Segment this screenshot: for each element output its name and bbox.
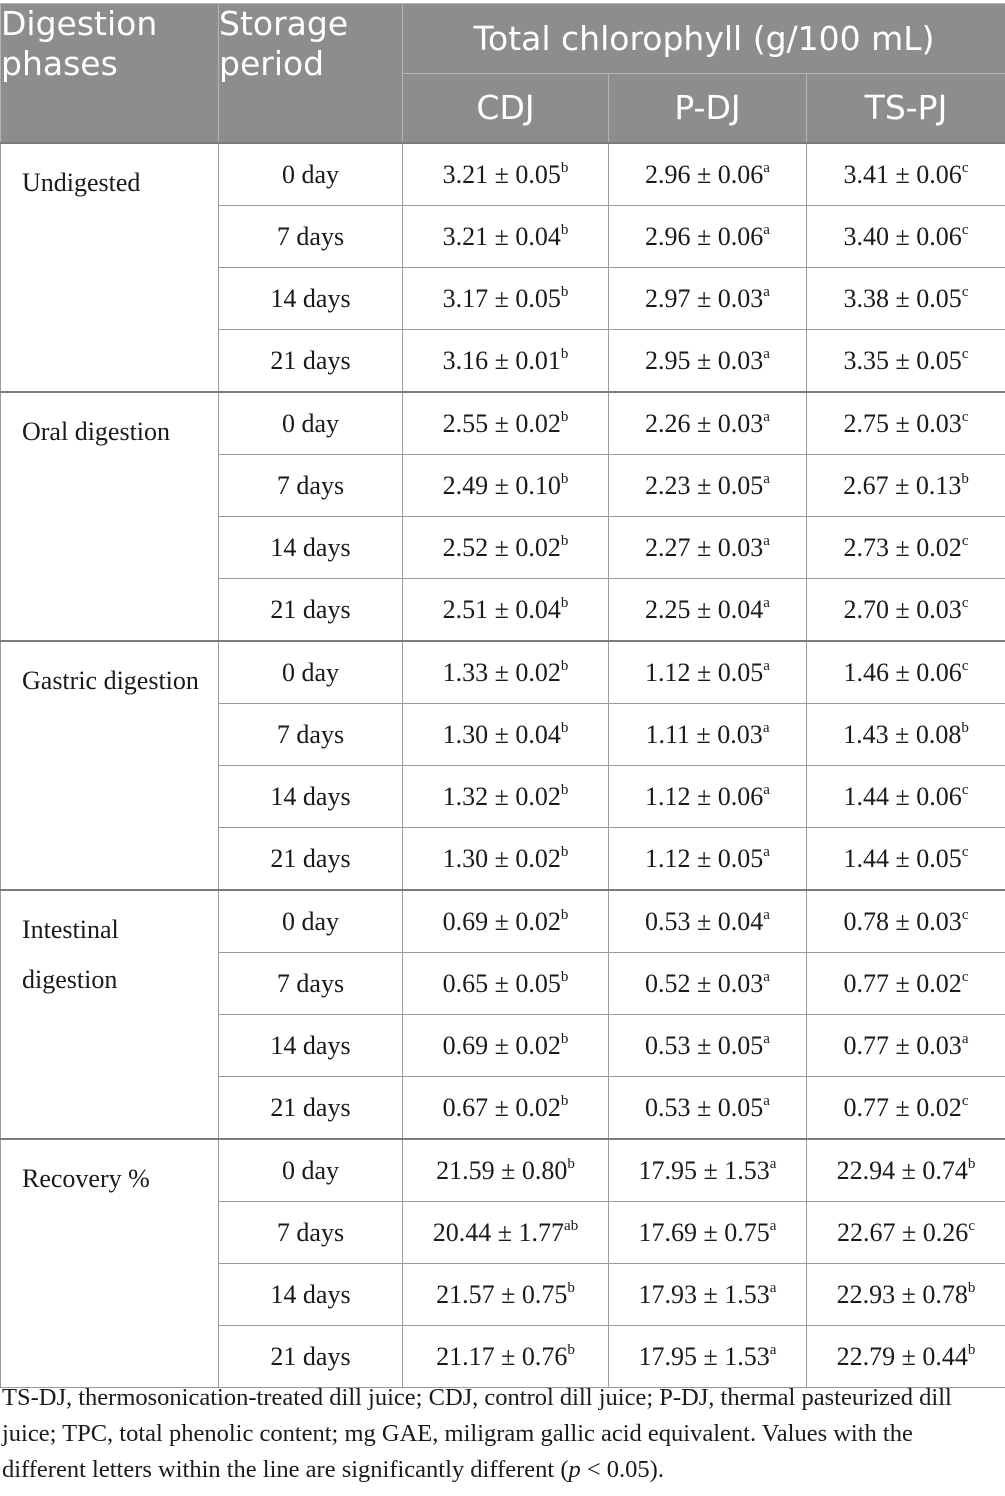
mean-sd-value: 22.79 ± 0.44	[836, 1341, 968, 1371]
pdj-value-cell	[609, 330, 807, 393]
tspj-value-cell	[807, 1326, 1005, 1388]
storage-period-cell: 7 days	[219, 704, 403, 766]
footnote-text: TS-DJ, thermosonication-treated dill juice; CDJ, control dill juice; P-DJ, thermal pasteurized dill juice; TPC, total phenolic content; mg GAE, miligram gallic acid equivalent. Values with the different letters within the line are significantly different (	[2, 1384, 952, 1483]
significance-letter: c	[961, 532, 969, 549]
mean-sd-value: 2.51 ± 0.04	[442, 594, 561, 624]
storage-period-cell: 14 days	[219, 766, 403, 828]
significance-letter: b	[567, 1279, 575, 1296]
significance-letter: a	[763, 470, 770, 487]
mean-sd-value: 2.52 ± 0.02	[442, 532, 561, 562]
tspj-value-cell	[807, 1202, 1005, 1264]
tspj-value-cell	[807, 206, 1005, 268]
significance-letter: c	[961, 345, 969, 362]
table-footnote	[2, 1380, 1002, 1488]
pdj-value-cell	[609, 455, 807, 517]
significance-letter: b	[560, 1030, 569, 1047]
mean-sd-value: 0.78 ± 0.03	[843, 906, 962, 936]
mean-sd-value: 2.73 ± 0.02	[843, 532, 962, 562]
tspj-value-cell	[807, 641, 1005, 704]
header-tspj: TS-PJ	[807, 74, 1005, 144]
storage-period-cell: 7 days	[219, 206, 403, 268]
significance-letter: a	[763, 283, 770, 300]
significance-letter: c	[961, 781, 969, 798]
cdj-value-cell	[403, 953, 609, 1015]
significance-letter: a	[769, 1279, 777, 1296]
significance-letter: b	[560, 843, 569, 860]
cdj-value-cell	[403, 517, 609, 579]
cdj-value-cell	[403, 1264, 609, 1326]
storage-period-cell: 14 days	[219, 517, 403, 579]
pdj-value-cell	[609, 1326, 807, 1388]
storage-period-cell: 7 days	[219, 455, 403, 517]
significance-letter: c	[968, 1217, 975, 1234]
mean-sd-value: 1.44 ± 0.06	[843, 781, 962, 811]
significance-letter: b	[967, 1155, 976, 1172]
mean-sd-value: 2.96 ± 0.06	[645, 221, 764, 251]
pdj-value-cell	[609, 579, 807, 642]
mean-sd-value: 1.12 ± 0.05	[645, 843, 764, 873]
mean-sd-value: 0.77 ± 0.02	[843, 1092, 962, 1122]
significance-letter: b	[961, 470, 969, 487]
storage-period-cell: 21 days	[219, 1077, 403, 1140]
mean-sd-value: 21.17 ± 0.76	[436, 1341, 568, 1371]
storage-period-cell: 14 days	[219, 268, 403, 330]
significance-letter: a	[763, 408, 770, 425]
mean-sd-value: 21.57 ± 0.75	[436, 1279, 568, 1309]
cdj-value-cell	[403, 1202, 609, 1264]
mean-sd-value: 22.67 ± 0.26	[837, 1217, 969, 1247]
tspj-value-cell	[807, 953, 1005, 1015]
mean-sd-value: 2.23 ± 0.05	[645, 470, 764, 500]
mean-sd-value: 3.16 ± 0.01	[442, 345, 561, 375]
storage-period-cell: 21 days	[219, 579, 403, 642]
footnote-p-symbol: p	[568, 1456, 581, 1483]
mean-sd-value: 17.93 ± 1.53	[638, 1279, 770, 1309]
tspj-value-cell	[807, 1077, 1005, 1140]
mean-sd-value: 0.53 ± 0.05	[645, 1030, 764, 1060]
table-row	[1, 143, 1005, 206]
mean-sd-value: 3.41 ± 0.06	[843, 159, 962, 189]
significance-letter: c	[961, 906, 969, 923]
mean-sd-value: 1.11 ± 0.03	[645, 719, 763, 749]
mean-sd-value: 1.33 ± 0.02	[442, 657, 561, 687]
significance-letter: c	[961, 221, 969, 238]
pdj-value-cell	[609, 143, 807, 206]
significance-letter: a	[762, 719, 770, 736]
tspj-value-cell	[807, 1264, 1005, 1326]
storage-period-cell: 7 days	[219, 1202, 403, 1264]
mean-sd-value: 2.55 ± 0.02	[442, 408, 561, 438]
mean-sd-value: 21.59 ± 0.80	[436, 1155, 568, 1185]
mean-sd-value: 1.12 ± 0.06	[645, 781, 764, 811]
pdj-value-cell	[609, 1015, 807, 1077]
significance-letter: a	[763, 532, 770, 549]
digestion-phase-cell: Oral digestion	[1, 392, 219, 641]
pdj-value-cell	[609, 704, 807, 766]
tspj-value-cell	[807, 766, 1005, 828]
significance-letter: b	[560, 221, 569, 238]
significance-letter: a	[763, 906, 770, 923]
cdj-value-cell	[403, 392, 609, 455]
pdj-value-cell	[609, 953, 807, 1015]
mean-sd-value: 2.95 ± 0.03	[645, 345, 764, 375]
mean-sd-value: 17.95 ± 1.53	[638, 1341, 770, 1371]
mean-sd-value: 0.67 ± 0.02	[442, 1092, 561, 1122]
digestion-phase-cell: Recovery %	[1, 1139, 219, 1388]
storage-period-cell: 21 days	[219, 1326, 403, 1388]
significance-letter: a	[769, 1217, 777, 1234]
significance-letter: c	[961, 159, 969, 176]
cdj-value-cell	[403, 641, 609, 704]
mean-sd-value: 2.75 ± 0.03	[843, 408, 962, 438]
storage-period-cell: 7 days	[219, 953, 403, 1015]
tspj-value-cell	[807, 828, 1005, 891]
significance-letter: b	[560, 968, 569, 985]
mean-sd-value: 0.77 ± 0.02	[843, 968, 962, 998]
cdj-value-cell	[403, 704, 609, 766]
table-row	[1, 392, 1005, 455]
significance-letter: b	[560, 594, 569, 611]
pdj-value-cell	[609, 641, 807, 704]
mean-sd-value: 1.43 ± 0.08	[843, 719, 962, 749]
cdj-value-cell	[403, 579, 609, 642]
storage-period-cell: 0 day	[219, 392, 403, 455]
significance-letter: a	[961, 1030, 969, 1047]
significance-letter: b	[560, 781, 569, 798]
mean-sd-value: 17.69 ± 0.75	[638, 1217, 770, 1247]
mean-sd-value: 22.93 ± 0.78	[836, 1279, 968, 1309]
digestion-phase-cell: Undigested	[1, 143, 219, 392]
significance-letter: c	[961, 408, 969, 425]
significance-letter: b	[967, 1279, 976, 1296]
significance-letter: a	[769, 1341, 777, 1358]
header-storage-period: Storage period	[219, 4, 403, 144]
pdj-value-cell	[609, 517, 807, 579]
significance-letter: a	[763, 968, 770, 985]
tspj-value-cell	[807, 579, 1005, 642]
mean-sd-value: 3.35 ± 0.05	[843, 345, 962, 375]
significance-letter: a	[763, 594, 770, 611]
significance-letter: b	[560, 532, 569, 549]
mean-sd-value: 0.69 ± 0.02	[442, 1030, 561, 1060]
header-total-chlorophyll: Total chlorophyll (g/100 mL)	[403, 4, 1005, 74]
significance-letter: a	[769, 1155, 777, 1172]
header-digestion-phases: Digestion phases	[1, 4, 219, 144]
significance-letter: b	[961, 719, 969, 736]
significance-letter: b	[560, 906, 569, 923]
significance-letter: a	[763, 159, 770, 176]
significance-letter: ab	[564, 1217, 579, 1234]
table-row	[1, 890, 1005, 953]
significance-letter: b	[560, 283, 569, 300]
mean-sd-value: 3.21 ± 0.05	[442, 159, 561, 189]
mean-sd-value: 3.17 ± 0.05	[442, 283, 561, 313]
header-cdj: CDJ	[403, 74, 609, 144]
mean-sd-value: 1.46 ± 0.06	[843, 657, 962, 687]
mean-sd-value: 2.96 ± 0.06	[645, 159, 764, 189]
significance-letter: b	[560, 1092, 569, 1109]
storage-period-cell: 0 day	[219, 890, 403, 953]
mean-sd-value: 22.94 ± 0.74	[836, 1155, 968, 1185]
mean-sd-value: 2.27 ± 0.03	[645, 532, 764, 562]
storage-period-cell: 21 days	[219, 828, 403, 891]
header-pdj: P-DJ	[609, 74, 807, 144]
mean-sd-value: 2.67 ± 0.13	[843, 470, 962, 500]
mean-sd-value: 1.30 ± 0.04	[442, 719, 561, 749]
mean-sd-value: 1.30 ± 0.02	[442, 843, 561, 873]
mean-sd-value: 2.26 ± 0.03	[645, 408, 764, 438]
cdj-value-cell	[403, 1015, 609, 1077]
storage-period-cell: 21 days	[219, 330, 403, 393]
significance-letter: a	[763, 657, 770, 674]
cdj-value-cell	[403, 455, 609, 517]
mean-sd-value: 3.40 ± 0.06	[843, 221, 962, 251]
significance-letter: b	[567, 1341, 575, 1358]
pdj-value-cell	[609, 268, 807, 330]
tspj-value-cell	[807, 392, 1005, 455]
significance-letter: c	[961, 283, 969, 300]
mean-sd-value: 0.53 ± 0.05	[645, 1092, 764, 1122]
mean-sd-value: 1.12 ± 0.05	[645, 657, 764, 687]
cdj-value-cell	[403, 206, 609, 268]
mean-sd-value: 2.70 ± 0.03	[843, 594, 962, 624]
mean-sd-value: 0.77 ± 0.03	[843, 1030, 962, 1060]
storage-period-cell: 0 day	[219, 641, 403, 704]
pdj-value-cell	[609, 828, 807, 891]
tspj-value-cell	[807, 330, 1005, 393]
storage-period-cell: 14 days	[219, 1264, 403, 1326]
tspj-value-cell	[807, 704, 1005, 766]
pdj-value-cell	[609, 392, 807, 455]
mean-sd-value: 0.69 ± 0.02	[442, 906, 561, 936]
table-row	[1, 1139, 1005, 1202]
mean-sd-value: 2.97 ± 0.03	[645, 283, 764, 313]
significance-letter: b	[567, 1155, 575, 1172]
footnote-text-end: < 0.05).	[580, 1456, 664, 1483]
pdj-value-cell	[609, 1139, 807, 1202]
pdj-value-cell	[609, 890, 807, 953]
significance-letter: a	[763, 781, 770, 798]
cdj-value-cell	[403, 143, 609, 206]
table-row	[1, 641, 1005, 704]
significance-letter: b	[560, 470, 569, 487]
cdj-value-cell	[403, 1077, 609, 1140]
chlorophyll-table	[0, 3, 1005, 1388]
significance-letter: a	[763, 345, 770, 362]
tspj-value-cell	[807, 890, 1005, 953]
significance-letter: b	[560, 159, 569, 176]
significance-letter: b	[560, 719, 569, 736]
cdj-value-cell	[403, 268, 609, 330]
mean-sd-value: 1.32 ± 0.02	[442, 781, 561, 811]
mean-sd-value: 3.21 ± 0.04	[442, 221, 561, 251]
significance-letter: c	[961, 657, 969, 674]
mean-sd-value: 17.95 ± 1.53	[638, 1155, 770, 1185]
table-header	[1, 4, 1005, 144]
mean-sd-value: 0.53 ± 0.04	[645, 906, 764, 936]
mean-sd-value: 3.38 ± 0.05	[843, 283, 962, 313]
pdj-value-cell	[609, 1264, 807, 1326]
mean-sd-value: 1.44 ± 0.05	[843, 843, 962, 873]
cdj-value-cell	[403, 828, 609, 891]
significance-letter: a	[763, 1030, 770, 1047]
cdj-value-cell	[403, 330, 609, 393]
significance-letter: a	[763, 221, 770, 238]
significance-letter: c	[961, 843, 969, 860]
tspj-value-cell	[807, 1015, 1005, 1077]
mean-sd-value: 2.25 ± 0.04	[645, 594, 764, 624]
digestion-phase-cell: Gastric digestion	[1, 641, 219, 890]
tspj-value-cell	[807, 268, 1005, 330]
significance-letter: a	[763, 843, 770, 860]
pdj-value-cell	[609, 1077, 807, 1140]
significance-letter: b	[967, 1341, 976, 1358]
significance-letter: b	[560, 657, 569, 674]
significance-letter: c	[961, 1092, 969, 1109]
significance-letter: c	[961, 594, 969, 611]
tspj-value-cell	[807, 143, 1005, 206]
mean-sd-value: 2.49 ± 0.10	[442, 470, 561, 500]
tspj-value-cell	[807, 517, 1005, 579]
pdj-value-cell	[609, 1202, 807, 1264]
storage-period-cell: 0 day	[219, 143, 403, 206]
mean-sd-value: 20.44 ± 1.77	[432, 1217, 565, 1247]
significance-letter: a	[763, 1092, 770, 1109]
tspj-value-cell	[807, 455, 1005, 517]
significance-letter: b	[560, 408, 569, 425]
cdj-value-cell	[403, 1139, 609, 1202]
cdj-value-cell	[403, 890, 609, 953]
cdj-value-cell	[403, 1326, 609, 1388]
significance-letter: c	[961, 968, 969, 985]
table-body	[1, 143, 1005, 1388]
storage-period-cell: 0 day	[219, 1139, 403, 1202]
storage-period-cell: 14 days	[219, 1015, 403, 1077]
cdj-value-cell	[403, 766, 609, 828]
significance-letter: b	[560, 345, 569, 362]
pdj-value-cell	[609, 766, 807, 828]
pdj-value-cell	[609, 206, 807, 268]
tspj-value-cell	[807, 1139, 1005, 1202]
mean-sd-value: 0.65 ± 0.05	[442, 968, 561, 998]
mean-sd-value: 0.52 ± 0.03	[645, 968, 764, 998]
digestion-phase-cell: Intestinal digestion	[1, 890, 219, 1139]
